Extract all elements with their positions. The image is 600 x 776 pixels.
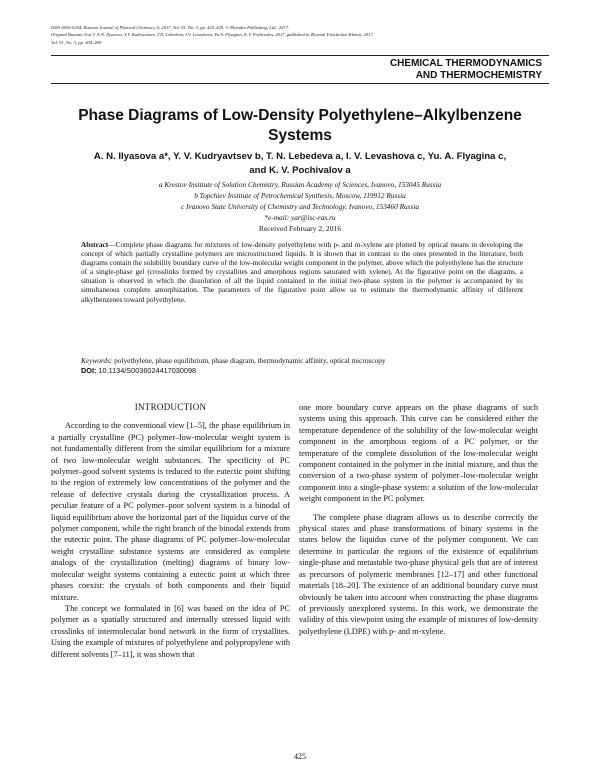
author-line: A. N. Ilyasova a*, Y. V. Kudryavtsev b, T. N. Lebedeva a, I. V. Levashova c, Yu. A. Flyagina c, [93,151,507,162]
abstract [81,240,523,304]
section-label [390,58,542,82]
received-date: Received February 2, 2016 [258,224,342,233]
keywords [81,356,523,366]
body-paragraph: The complete phase diagram allows us to describe correctly the physical states and phase transformations of binary systems in the states below the liquidus curve of the polymer component. We can determine in particular the regions of the existence of equilibrium single-phase and metastable two-phase physical gels that are of interest as precursors of polymeric membranes [12–17] and other functional materials [18–20]. The existence of an additional boundary curve must obviously be taken into account when constructing the phase diagrams of previously unexplored systems. In this work, we demonstrate the validity of this viewpoint using the example of mixtures of low-density polyethylene (LDPE) with p- and m-xylene. [299,512,538,636]
body-paragraph: one more boundary curve appears on the phase diagrams of such systems using this approach. This curve can be considered either the temperature dependence of the solubility of the low-molecular weight component in the amorphous regions of a PC polymer, or the temperature of the complete dissolution of the low-molecular weight component contained in the polymer in the initial mixture, and thus the conversion of a two-phase system of polymer–low-molecular weight component into a single-phase system: a solution of the low-molecular weight component in the PC polymer. [299,403,538,504]
affiliation-a: a Krestov Institute of Solution Chemistry, Russian Academy of Sciences, Ivanovo, 153045 Russia [158,180,442,189]
journal-header-line: ISSN 0036-0244, Russian Journal of Physical Chemistry A, 2017, Vol. 91, No. 3, pp. 425–429. © Pleiades Publishing, Ltd., 2017. [51,25,290,30]
abstract-label: Abstract [81,240,109,249]
paper-title-line: Phase Diagrams of Low-Density Polyethylene–Alkylbenzene [78,107,522,124]
top-rule [51,55,549,56]
body-paragraph: The concept we formulated in [6] was based on the idea of PC polymer as a spatially structured and internally stressed liquid with crosslinks of intermolecular bond network in the form of crystallites. Using the example of mixtures of polyethylene and polypropylene with different solvents [7–11], it was shown that [51,603,290,659]
abstract-text: —Complete phase diagrams for mixtures of low-density polyethylene with p- and m-xylene are plotted by optical means in developing the concept of which partially crystalline polymers are microstructured liquids. It is shown that in contrast to the ones presented in the literature, both diagrams contain the solubility boundary curve of the low-molecular weight component in the polymer, above which the polyethylene has the structure of a single-phase gel (crosslinks formed by crystallites and amorphous regions saturated with xylene). At the figurative point on the diagrams, a situation is observed in which the dissolution of all the liquid contained in the initial two-phase system in the polymer is accompanied by its simultaneous complete amorphization. The parameters of the figurative point allow us to estimate the thermodynamic affinity of different alkylbenzenes toward polyethylene. [81,240,523,304]
journal-header [51,24,556,46]
left-column [51,402,290,660]
paper-title-line: Systems [268,127,332,144]
author-list [60,150,540,178]
corresponding-email: *e-mail: yar@isc-ras.ru [264,213,336,222]
author-line: and K. V. Pochivalov a [249,165,351,176]
doi-label: DOI: [81,366,97,375]
doi [81,366,523,376]
paper-title [60,106,540,146]
body-paragraph: According to the conventional view [1–5], the phase equilibrium in a partially crystalline (PC) polymer–low-molecular weight system is not fundamentally different from the similar equilibrium for a mixture of two low-molecular weight substances. The specificity of PC polymer–good solvent systems is reduced to the eutectic point shifting to the region of extremely low concentrations of the polymer and the release of defective crystals during the crystallization process. A peculiar feature of a PC polymer–poor solvent system is a binodal of liquid equilibrium above the horizontal part of the liquidus curve of the polymer component, while the right branch of the binodal extends from the eutectic point. The phase diagrams of PC polymer–low-molecular weight crystalline substance systems are considered as complete analogs of the crystallization (melting) diagrams of binary low-molecular weight systems containing a eutectic point at which three phases coexist: the crystals of both components and their liquid mixture. [51,421,290,602]
keywords-text: polyethylene, phase equilibrium, phase diagram, thermodynamic affinity, optical microscopy [112,356,386,365]
introduction-heading: INTRODUCTION [134,402,207,412]
journal-header-line: Vol. 91, No. 3, pp. 404–409. [51,39,103,45]
page-number: 425 [294,752,306,761]
section-label-line: CHEMICAL THERMODYNAMICS [389,58,542,69]
right-column [299,402,538,637]
affiliation-c: c Ivanovo State University of Chemistry and Technology, Ivanovo, 153460 Russia [180,202,420,211]
section-rule [51,83,549,84]
journal-header-line: Original Russian Text © A.N. Ilyasova, Y.V. Kudryavtsev, T.N. Lebedeva, I.V. Levashova, Yu.A. Flyagina, K.V. Pochivalov, 2017, published in Zhurnal Fizicheskoi Khimii, 2017, [51,32,374,38]
section-label-line: AND THERMOCHEMISTRY [415,70,542,81]
keywords-label: Keywords: [81,356,113,365]
affiliations [60,179,540,223]
doi-value: 10.1134/S0036024417030098 [96,366,197,375]
affiliation-b: b Topchiev Institute of Petrochemical Synthesis, Moscow, 119912 Russia [194,191,406,200]
